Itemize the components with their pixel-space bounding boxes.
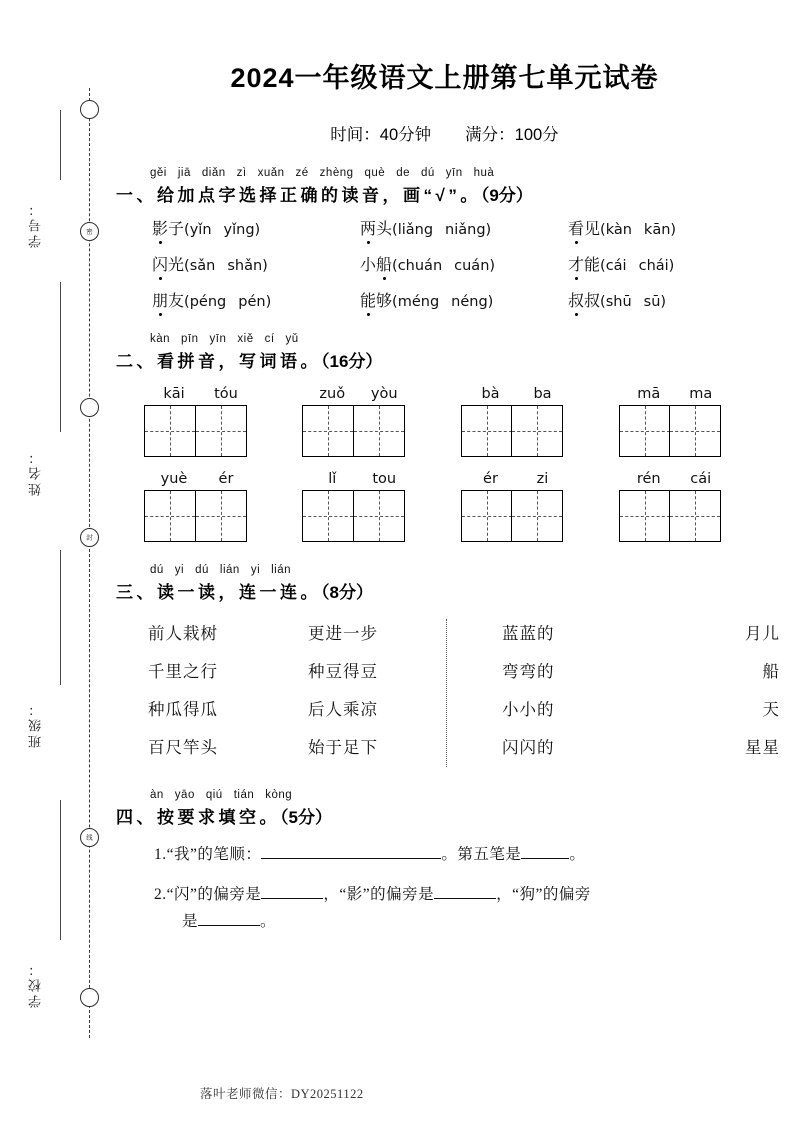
tianzige-cell[interactable] (619, 490, 671, 542)
margin-field-school: 学校： (28, 960, 43, 1008)
choice-options[interactable]: (shū sū) (600, 294, 667, 310)
tianzige-cells[interactable] (144, 490, 302, 542)
section-one (112, 167, 777, 311)
pinyin-syllable: yuè (160, 471, 188, 487)
choice-option[interactable]: néng (451, 294, 488, 310)
q1-prompt-a: 1.“我”的笔顺： (154, 846, 262, 863)
match-item[interactable]: 天 (762, 700, 780, 719)
pinyin-syllable: yòu (370, 386, 398, 402)
match-item[interactable]: 月儿 (745, 624, 780, 643)
pinyin-token: lián (219, 564, 240, 576)
section-points: （5分） (280, 808, 332, 827)
pinyin-syllable: zuǒ (319, 386, 346, 402)
choice-word-rest: 友 (168, 293, 185, 310)
dotted-char: 影 (152, 216, 168, 239)
matching-group-idioms (148, 615, 468, 767)
choice-option[interactable]: chái (638, 258, 669, 274)
tianzige-cells[interactable] (619, 405, 777, 457)
seal-node-circle-3 (80, 988, 99, 1007)
section-four-head (116, 789, 777, 828)
word-pinyin (302, 386, 460, 402)
seal-node-glyph: 密 (86, 227, 93, 235)
tianzige-cell[interactable] (669, 490, 721, 542)
pinyin-token: zì (236, 167, 247, 179)
choice-option[interactable]: méng (397, 294, 440, 310)
q1-prompt-b: 。第五笔是 (441, 846, 522, 863)
tianzige-cell[interactable] (195, 490, 247, 542)
section-one-pinyin (150, 167, 505, 179)
section-title-text: 三、读一读，连一连。 (116, 583, 321, 602)
q2-blank-ying[interactable] (434, 884, 496, 899)
footer-watermark: 落叶老师微信：DY20251122 (200, 1087, 364, 1101)
choice-options[interactable]: (péng pén) (184, 294, 272, 310)
q1-blank-stroke-order[interactable] (261, 844, 441, 859)
choice-option[interactable]: shū (605, 294, 632, 310)
matching-divider (446, 619, 447, 767)
choice-option[interactable]: cuán (454, 258, 490, 274)
seal-node-mi (80, 222, 99, 241)
pinyin-token: de (396, 167, 410, 179)
page-title: 2024一年级语文上册第七单元试卷 (230, 63, 659, 93)
pinyin-syllable: ba (533, 386, 552, 402)
section-three-title (116, 578, 777, 603)
q2-prompt-e: 。 (260, 913, 277, 931)
pinyin-token: dú (421, 167, 435, 179)
seal-node-glyph: 线 (86, 833, 93, 841)
matching-group-phrases (468, 615, 788, 767)
q1-blank-fifth-stroke[interactable] (521, 844, 569, 859)
match-item[interactable]: 船 (762, 662, 780, 681)
choice-options[interactable]: (méng néng) (392, 294, 494, 310)
fill-question-1 (154, 841, 777, 868)
section-points: （16分） (321, 352, 383, 371)
tianzige-cells[interactable] (619, 490, 777, 542)
choice-item[interactable] (568, 252, 776, 275)
choice-option[interactable]: pén (238, 294, 266, 310)
dotted-char: 才 (568, 252, 584, 275)
choice-word-rest: 能 (584, 257, 601, 274)
choice-word-rest: 光 (168, 257, 185, 274)
pinyin-token: yǔ (285, 333, 299, 345)
match-item[interactable]: 前人栽树 (148, 624, 218, 643)
dotted-char: 朋 (152, 288, 168, 311)
section-two (112, 333, 777, 542)
pinyin-token: diǎn (201, 167, 226, 179)
word-answer-group[interactable] (461, 386, 619, 457)
margin-write-rule-4 (60, 800, 61, 940)
tianzige-cell[interactable] (511, 405, 563, 457)
word-pinyin (144, 471, 302, 487)
match-item[interactable]: 种豆得豆 (308, 662, 378, 681)
match-item[interactable]: 百尺竿头 (148, 738, 218, 757)
word-answer-group[interactable] (619, 386, 777, 457)
choice-option[interactable]: yǐn (189, 222, 212, 238)
matching-exercise (116, 615, 780, 767)
tianzige-cell[interactable] (353, 405, 405, 457)
pinyin-syllable: tóu (214, 386, 238, 402)
section-one-head (116, 167, 777, 206)
seal-node-glyph: 封 (86, 533, 93, 541)
tianzige-cells[interactable] (302, 405, 460, 457)
section-title-text: 二、看拼音，写词语。 (116, 352, 321, 371)
pinyin-token: tián (233, 789, 255, 801)
pinyin-syllable: cái (690, 471, 712, 487)
pinyin-token: dú (195, 564, 209, 576)
matching-column-left-a (148, 615, 308, 767)
word-answer-group[interactable] (619, 471, 777, 542)
choice-word-rest: 叔 (584, 293, 601, 310)
choice-options[interactable]: (yǐn yǐng) (184, 222, 261, 238)
tianzige-cell[interactable] (302, 490, 354, 542)
tianzige-row (144, 386, 777, 457)
pinyin-token: lián (271, 564, 292, 576)
pinyin-token: yīn (209, 333, 227, 345)
tianzige-cell[interactable] (461, 490, 513, 542)
choice-option[interactable]: liǎng (397, 222, 434, 238)
pinyin-syllable: kāi (163, 386, 185, 402)
margin-field-student-id: 学号： (28, 200, 43, 248)
pinyin-token: àn (150, 789, 164, 801)
pinyin-token: jiā (177, 167, 191, 179)
tianzige-cells[interactable] (302, 490, 460, 542)
choice-word-rest: 子 (168, 221, 185, 238)
pinyin-token: yīn (445, 167, 463, 179)
q2-blank-shan[interactable] (261, 884, 323, 899)
choice-option[interactable]: niǎng (445, 222, 486, 238)
margin-write-rule-1 (60, 110, 61, 180)
tianzige-cells[interactable] (461, 405, 619, 457)
sealing-margin-strip (0, 0, 108, 1122)
dotted-char: 看 (568, 216, 584, 239)
pinyin-token: yi (174, 564, 185, 576)
section-two-head (116, 333, 777, 372)
match-item[interactable]: 蓝蓝的 (502, 624, 555, 643)
choice-item[interactable] (152, 252, 360, 275)
choice-option[interactable]: shǎn (227, 258, 263, 274)
choice-word-rest: 够 (376, 293, 393, 310)
pinyin-token: cí (264, 333, 275, 345)
match-item[interactable]: 闪闪的 (502, 738, 555, 757)
section-points: （8分） (321, 583, 373, 602)
pinyin-syllable: mā (637, 386, 661, 402)
match-item[interactable]: 小小的 (502, 700, 555, 719)
choice-options[interactable]: (cái chái) (600, 258, 675, 274)
word-pinyin (144, 386, 302, 402)
word-pinyin (619, 386, 777, 402)
fill-in-blanks (116, 841, 777, 935)
pinyin-token: yāo (174, 789, 195, 801)
section-three (112, 564, 780, 767)
dotted-char: 船 (376, 252, 392, 275)
choice-word-rest: 头 (376, 221, 393, 238)
pinyin-token: pīn (181, 333, 199, 345)
exam-duration: 时间：40分钟 (330, 126, 432, 144)
choice-item[interactable] (152, 216, 360, 239)
pinyin-syllable: lǐ (328, 471, 337, 487)
choice-row (152, 252, 777, 275)
choice-item[interactable] (360, 288, 568, 311)
write-words-grid (116, 386, 777, 542)
pinyin-syllable: zi (536, 471, 549, 487)
tianzige-cell[interactable] (302, 405, 354, 457)
choice-options[interactable]: (kàn kān) (600, 222, 677, 238)
tianzige-cell[interactable] (619, 405, 671, 457)
choice-option[interactable]: chuán (397, 258, 443, 274)
seal-node-circle-1 (80, 100, 99, 119)
choice-option[interactable]: kān (643, 222, 671, 238)
choice-option[interactable]: sǎn (189, 258, 216, 274)
word-pinyin (619, 471, 777, 487)
tianzige-row (144, 471, 777, 542)
word-pinyin (461, 471, 619, 487)
choice-word-lead: 小 (360, 257, 377, 274)
choice-option[interactable]: kàn (605, 222, 632, 238)
section-four-pinyin (150, 789, 303, 801)
choice-item[interactable] (568, 216, 776, 239)
section-three-head (116, 564, 777, 603)
pinyin-syllable: ér (483, 471, 498, 487)
match-item[interactable]: 种瓜得瓜 (148, 700, 218, 719)
choice-option[interactable]: péng (189, 294, 227, 310)
word-answer-group[interactable] (144, 471, 302, 542)
tianzige-cells[interactable] (461, 490, 619, 542)
exam-total-score: 满分：100分 (465, 126, 559, 144)
section-title-text: 四、按要求填空。 (116, 808, 280, 827)
tianzige-cell[interactable] (669, 405, 721, 457)
dotted-char: 两 (360, 216, 376, 239)
pinyin-syllable: ér (218, 471, 234, 487)
match-item[interactable]: 更进一步 (308, 624, 378, 643)
section-one-title (116, 181, 777, 206)
seal-node-circle-2 (80, 398, 99, 417)
section-four-title (116, 803, 777, 828)
q1-prompt-c: 。 (569, 846, 586, 863)
word-answer-group[interactable] (144, 386, 302, 457)
word-pinyin (461, 386, 619, 402)
pinyin-token: huà (473, 167, 495, 179)
pinyin-token: dú (150, 564, 164, 576)
margin-field-class: 班级： (28, 700, 43, 748)
tianzige-cell[interactable] (353, 490, 405, 542)
q2-prompt-a: 2.“闪”的偏旁是 (154, 886, 262, 904)
pinyin-token: kàn (150, 333, 171, 345)
word-answer-group[interactable] (461, 471, 619, 542)
fill-question-2 (154, 881, 777, 935)
seal-node-feng (80, 528, 99, 547)
matching-column-right-b (645, 615, 788, 767)
matching-column-right-a (502, 615, 645, 767)
q2-blank-gou[interactable] (198, 911, 260, 926)
section-points: （9分） (480, 186, 533, 205)
choice-options[interactable]: (chuán cuán) (392, 258, 496, 274)
tianzige-cell[interactable] (195, 405, 247, 457)
tianzige-cell[interactable] (144, 490, 196, 542)
match-item[interactable]: 弯弯的 (502, 662, 555, 681)
choice-option[interactable]: cái (605, 258, 627, 274)
q2-prompt-c: ，“狗”的偏旁 (496, 886, 591, 904)
match-item[interactable]: 千里之行 (148, 662, 218, 681)
pinyin-token: zé (295, 167, 309, 179)
q2-prompt-d: 是 (182, 913, 199, 931)
pinyin-token: zhèng (319, 167, 354, 179)
pinyin-token: qiú (205, 789, 223, 801)
pinyin-choice-list (116, 216, 777, 311)
pinyin-token: què (364, 167, 386, 179)
choice-option[interactable]: sū (643, 294, 661, 310)
tianzige-cell[interactable] (461, 405, 513, 457)
pinyin-token: yi (250, 564, 261, 576)
match-item[interactable]: 后人乘凉 (308, 700, 378, 719)
pinyin-syllable: bà (481, 386, 500, 402)
section-two-title (116, 347, 777, 372)
word-answer-group[interactable] (302, 386, 460, 457)
choice-row (152, 216, 777, 239)
pinyin-token: kòng (265, 789, 293, 801)
exam-page (108, 0, 793, 1122)
dotted-char: 叔 (568, 288, 584, 311)
section-three-pinyin (150, 564, 302, 576)
choice-item[interactable] (152, 288, 360, 311)
choice-item[interactable] (360, 252, 568, 275)
margin-field-name: 姓名： (28, 448, 43, 496)
dotted-char: 闪 (152, 252, 168, 275)
pinyin-token: xiě (237, 333, 254, 345)
q2-prompt-b: ，“影”的偏旁是 (323, 886, 435, 904)
match-item[interactable]: 始于足下 (308, 738, 378, 757)
pinyin-token: xuǎn (257, 167, 285, 179)
margin-write-rule-3 (60, 550, 61, 685)
margin-write-rule-2 (60, 282, 61, 432)
section-two-pinyin (150, 333, 310, 345)
tianzige-cell[interactable] (144, 405, 196, 457)
pinyin-syllable: tou (372, 471, 397, 487)
choice-word-rest: 见 (584, 221, 601, 238)
pinyin-token: gěi (150, 167, 167, 179)
match-item[interactable]: 星星 (745, 738, 780, 757)
choice-options[interactable]: (sǎn shǎn) (184, 258, 268, 274)
section-four (112, 789, 777, 935)
choice-item[interactable] (360, 216, 568, 239)
choice-option[interactable]: yǐng (223, 222, 255, 238)
choice-row (152, 288, 777, 311)
seal-node-xian (80, 828, 99, 847)
word-answer-group[interactable] (302, 471, 460, 542)
pinyin-syllable: ma (689, 386, 713, 402)
section-title-text: 一、给加点字选择正确的读音，画“√”。 (116, 186, 481, 205)
word-pinyin (302, 471, 460, 487)
dotted-char: 能 (360, 288, 376, 311)
choice-item[interactable] (568, 288, 776, 311)
choice-options[interactable]: (liǎng niǎng) (392, 222, 492, 238)
pinyin-syllable: rén (636, 471, 661, 487)
matching-column-left-b (308, 615, 468, 767)
exam-meta (112, 121, 777, 145)
tianzige-cells[interactable] (144, 405, 302, 457)
tianzige-cell[interactable] (511, 490, 563, 542)
